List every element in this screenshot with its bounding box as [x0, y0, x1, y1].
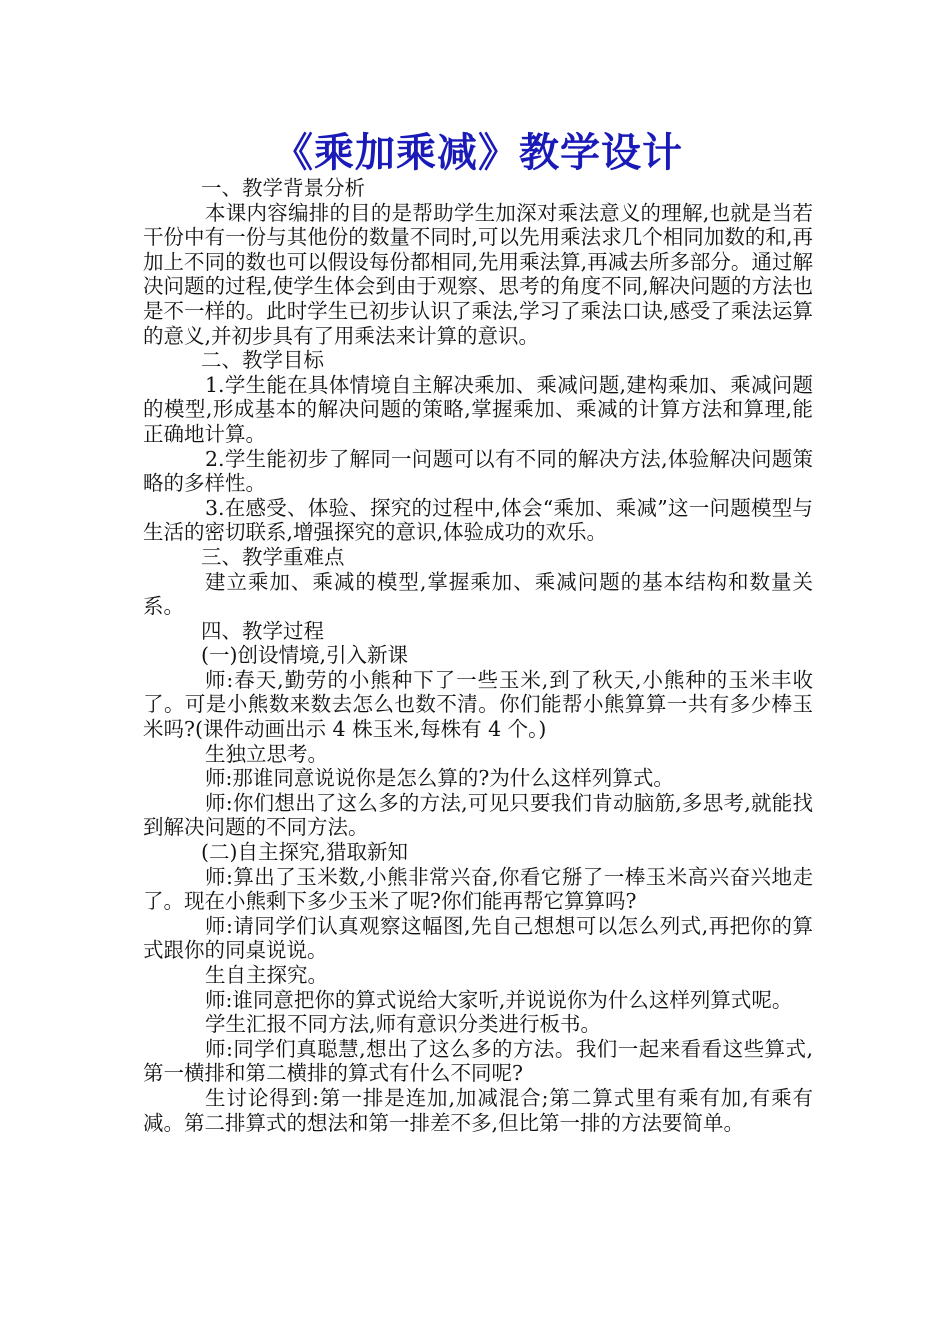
paragraph: 师:同学们真聪慧,想出了这么多的方法。我们一起来看看这些算式,第一横排和第二横排的算式有什么不同呢? — [143, 1036, 813, 1086]
paragraph: 师:请同学们认真观察这幅图,先自己想想可以怎么列式,再把你的算式跟你的同桌说说。 — [143, 913, 813, 963]
paragraph: 师:算出了玉米数,小熊非常兴奋,你看它掰了一棒玉米高兴奋兴地走了。现在小熊剩下多少玉米了呢?你们能再帮它算算吗? — [143, 864, 813, 914]
paragraph: 本课内容编排的目的是帮助学生加深对乘法意义的理解,也就是当若干份中有一份与其他份的数量不同时,可以先用乘法求几个相同加数的和,再加上不同的数也可以假设每份都相同,先用乘法算,再减去所多部分。通过解决问题的过程,使学生体会到由于观察、思考的角度不同,解决问题的方法也是不一样的。此时学生已初步认识了乘法,学习了乘法口诀,感受了乘法运算的意义,并初步具有了用乘法来计算的意识。 — [143, 200, 813, 348]
paragraph: 2.学生能初步了解同一问题可以有不同的解决方法,体验解决问题策略的多样性。 — [143, 446, 813, 496]
document-body — [143, 128, 813, 1135]
paragraph: 1.学生能在具体情境自主解决乘加、乘减问题,建构乘加、乘减问题的模型,形成基本的解决问题的策略,掌握乘加、乘减的计算方法和算理,能正确地计算。 — [143, 372, 813, 446]
paragraph: 建立乘加、乘减的模型,掌握乘加、乘减问题的基本结构和数量关系。 — [143, 569, 813, 619]
paragraph: 学生汇报不同方法,师有意识分类进行板书。 — [205, 1012, 602, 1037]
paragraph: 师:你们想出了这么多的方法,可见只要我们肯动脑筋,多思考,就能找到解决问题的不同方法。 — [143, 790, 813, 840]
paragraph: 生自主探究。 — [205, 963, 328, 987]
section-heading: 三、教学重难点 — [201, 544, 345, 569]
section-heading: 二、教学目标 — [201, 348, 324, 373]
section-heading: (二)自主探究,猎取新知 — [201, 840, 409, 865]
section-heading: (一)创设情境,引入新课 — [201, 643, 409, 668]
paragraph: 师:那谁同意说说你是怎么算的?为什么这样列算式。 — [205, 766, 674, 791]
document-title: 《乘加乘减》教学设计 — [273, 129, 683, 176]
paragraph: 师:春天,勤劳的小熊种下了一些玉米,到了秋天,小熊种的玉米丰收了。可是小熊数来数去怎么也数不清。你们能帮小熊算算一共有多少棒玉米吗?(课件动画出示 4 株玉米,每株有 4 个。) — [143, 667, 813, 742]
document-content — [143, 176, 813, 1135]
paragraph: 3.在感受、体验、探究的过程中,体会“乘加、乘减”这一问题模型与生活的密切联系,增强探究的意识,体验成功的欢乐。 — [143, 495, 813, 545]
paragraph: 生讨论得到:第一排是连加,加减混合;第二算式里有乘有加,有乘有减。第二排算式的想法和第一排差不多,但比第一排的方法要简单。 — [143, 1085, 813, 1135]
paragraph: 生独立思考。 — [205, 741, 328, 766]
section-heading: 一、教学背景分析 — [201, 176, 365, 200]
section-heading: 四、教学过程 — [201, 618, 324, 643]
paragraph: 师:谁同意把你的算式说给大家听,并说说你为什么这样列算式呢。 — [205, 987, 793, 1012]
